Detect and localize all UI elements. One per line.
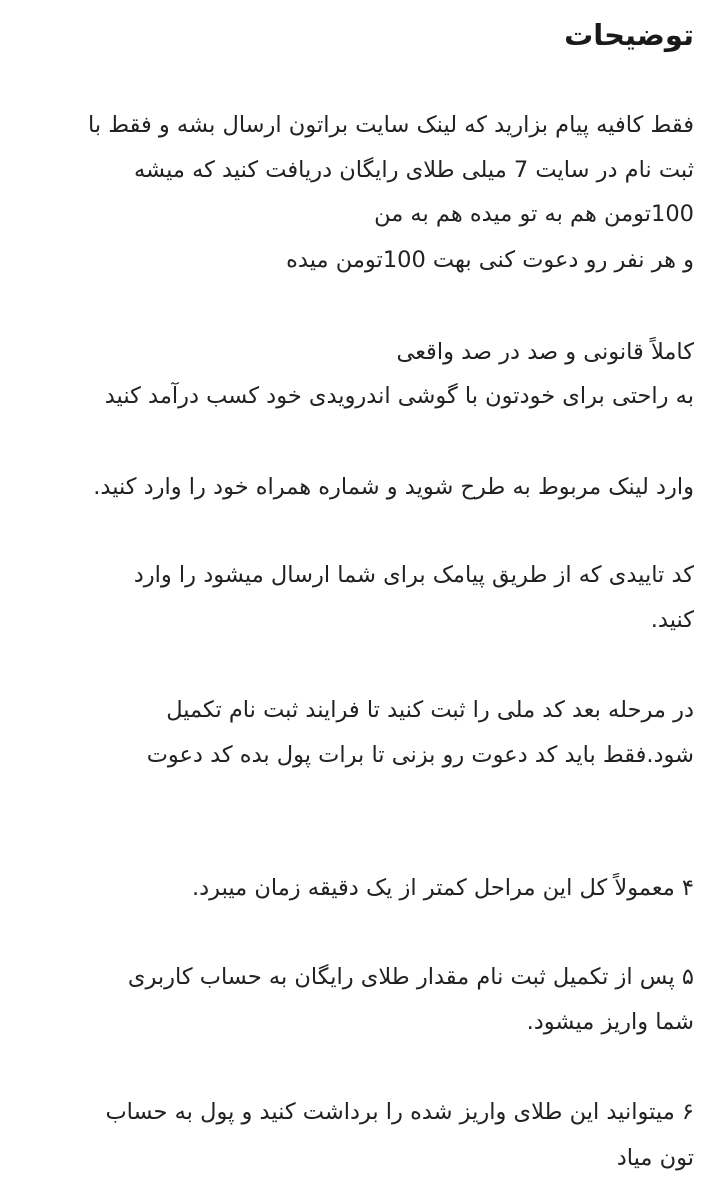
text-line: ۶ میتوانید این طلای واریز شده را برداشت کنید و پول به حساب bbox=[105, 1099, 694, 1125]
page-title: توضیحات bbox=[564, 18, 694, 52]
text-line: شود.فقط باید کد دعوت رو بزنی تا برات پول بده کد دعوت bbox=[146, 742, 694, 768]
text-line: به راحتی برای خودتون با گوشی اندرویدی خود کسب درآمد کنید bbox=[104, 383, 694, 409]
text-line: در مرحله بعد کد ملی را ثبت کنید تا فرایند ثبت نام تکمیل bbox=[166, 697, 694, 723]
text-line: شما واریز میشود. bbox=[526, 1009, 694, 1035]
text-line: کاملاً قانونی و صد در صد واقعی bbox=[396, 339, 694, 365]
text-line: تون میاد bbox=[616, 1145, 694, 1171]
text-line: 100تومن هم به تو میده هم به من bbox=[374, 201, 694, 227]
text-line: کنید. bbox=[650, 607, 694, 633]
text-line: ثبت نام در سایت 7 میلی طلای رایگان دریافت کنید که میشه bbox=[133, 157, 694, 183]
text-line: ۵ پس از تکمیل ثبت نام مقدار طلای رایگان به حساب کاربری bbox=[127, 964, 694, 990]
text-line: وارد لینک مربوط به طرح شوید و شماره همراه خود را وارد کنید. bbox=[93, 474, 694, 500]
text-line: و هر نفر رو دعوت کنی بهت 100تومن میده bbox=[286, 247, 694, 273]
text-line: فقط کافیه پیام بزارید که لینک سایت براتون ارسال بشه و فقط با bbox=[88, 112, 694, 138]
text-line: ۴ معمولاً کل این مراحل کمتر از یک دقیقه زمان میبرد. bbox=[191, 875, 694, 901]
text-line: کد تاییدی که از طریق پیامک برای شما ارسال میشود را وارد bbox=[133, 562, 694, 588]
